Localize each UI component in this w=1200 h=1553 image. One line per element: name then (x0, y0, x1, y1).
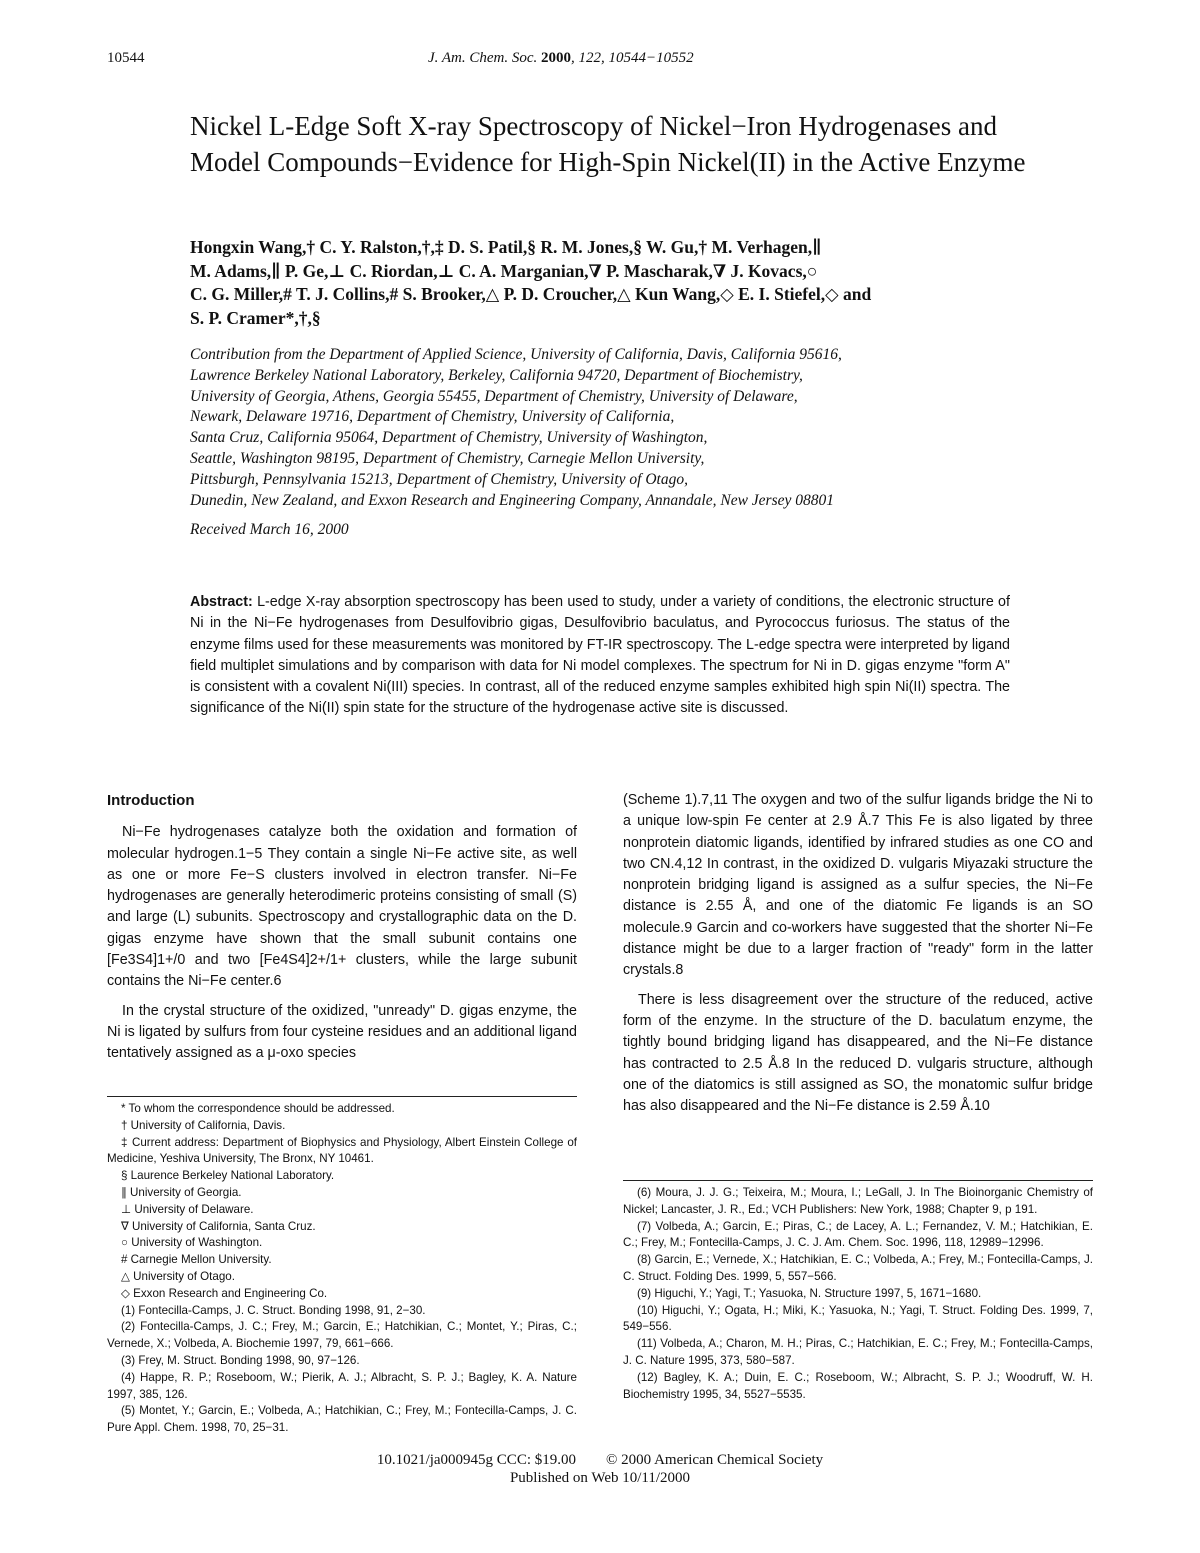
body-column-left (107, 792, 577, 1065)
footnote: † University of California, Davis. (121, 1118, 286, 1132)
paragraph: In the crystal structure of the oxidized, "unready" D. gigas enzyme, the Ni is ligated by sulfurs from four cysteine residues and an additional ligand tentatively assigned as a μ-oxo species (107, 1002, 577, 1062)
affiliation-line: Santa Cruz, California 95064, Department of Chemistry, University of Washington, (190, 429, 708, 447)
affiliations (190, 345, 1050, 511)
reference: (1) Fontecilla-Camps, J. C. Struct. Bonding 1998, 91, 2−30. (121, 1303, 426, 1317)
author-line-3: C. G. Miller,# T. J. Collins,# S. Brooker,△ P. D. Croucher,△ Kun Wang,◇ E. I. Stiefel,◇ and (190, 284, 872, 304)
affiliation-line: University of Georgia, Athens, Georgia 55455, Department of Chemistry, University of Delaware, (190, 387, 798, 405)
body-column-right (623, 790, 1093, 1117)
footnote: # Carnegie Mellon University. (121, 1253, 272, 1267)
reference: (4) Happe, R. P.; Roseboom, W.; Pierik, A. J.; Albracht, S. P. J.; Bagley, K. A. Nature 1997, 385, 126. (107, 1370, 577, 1401)
paragraph: Ni−Fe hydrogenases catalyze both the oxidation and formation of molecular hydrogen.1−5 They contain a single Ni−Fe active site, as well as one or more Fe−S clusters involved in electron transfer. Ni−Fe hydrogenases are generally heterodimeric proteins consisting of small (S) and large (L) subunits. Spectroscopy and crystallographic data on the D. gigas enzyme have shown that the small subunit contains one [Fe3S4]1+/0 and two [Fe4S4]2+/1+ clusters, while the large subunit contains the Ni−Fe center.6 (107, 824, 577, 990)
copyright: © 2000 American Chemical Society (606, 1452, 824, 1468)
author-line-1: Hongxin Wang,† C. Y. Ralston,†,‡ D. S. Patil,§ R. M. Jones,§ W. Gu,† M. Verhagen,∥ (190, 237, 822, 257)
paragraph: (Scheme 1).7,11 The oxygen and two of the sulfur ligands bridge the Ni to a unique low-spin Fe center at 2.9 Å.7 This Fe is also ligated by three nonprotein diatomic ligands, identified by infrared studies as one CO and two CN.4,12 In contrast, in the oxidized D. vulgaris Miyazaki structure the nonprotein bridging ligand is assigned as a sulfur species, the Ni−Fe distance is 2.55 Å, and one of the diatomic Fe ligands is an SO molecule.9 Garcin and co-workers have suggested that the shorter Ni−Fe distance might be due to a larger fraction of "ready" form in the latter crystals.8 (623, 792, 1093, 979)
author-line-2: M. Adams,∥ P. Ge,⊥ C. Riordan,⊥ C. A. Marganian,∇ P. Mascharak,∇ J. Kovacs,○ (190, 260, 818, 281)
abstract-text: L-edge X-ray absorption spectroscopy has been used to study, under a variety of conditions, the electronic structure of Ni in the Ni−Fe hydrogenases from Desulfovibrio gigas, Desulfovibrio baculatus, and Pyrococcus furiosus. The status of the enzyme films used for these measurements was monitored by FT-IR spectroscopy. The L-edge spectra were interpreted by ligand field multiplet simulations and by comparison with data for Ni model complexes. The spectrum for Ni in D. gigas enzyme "form A" is consistent with a covalent Ni(III) species. In contrast, all of the reduced enzyme samples exhibited high spin Ni(II) spectra. The significance of the Ni(II) spin state for the structure of the hydrogenase active site is discussed. (190, 594, 1010, 717)
doi-price: 10.1021/ja000945g CCC: $19.00 (376, 1452, 576, 1468)
reference: (6) Moura, J. J. G.; Teixeira, M.; Moura, I.; LeGall, J. In The Bioinorganic Chemistry of Nickel; Lancaster, J. R., Ed.; VCH Publishers: New York, 1988; Chapter 9, p 191. (623, 1186, 1093, 1216)
affiliation-line: Contribution from the Department of Applied Science, University of California, Davis, California 95616, (190, 346, 842, 363)
journal-name: J. Am. Chem. Soc. (428, 50, 538, 66)
reference: (10) Higuchi, Y.; Ogata, H.; Miki, K.; Yasuoka, N.; Yagi, T. Struct. Folding Des. 1999, 7, 549−556. (623, 1303, 1093, 1334)
article-title: Nickel L-Edge Soft X-ray Spectroscopy of Nickel−Iron Hydrogenases and Model Compounds−Evidence for High-Spin Nickel(II) in the Active Enzyme (190, 111, 1026, 177)
abstract (190, 592, 1010, 720)
journal-citation (428, 50, 694, 67)
affiliation-line: Pittsburgh, Pennsylvania 15213, Department of Chemistry, University of Otago, (190, 470, 688, 488)
author-list (190, 236, 1050, 330)
footnote: △ University of Otago. (121, 1269, 235, 1283)
footnote: ∥ University of Georgia. (121, 1185, 242, 1199)
footnote: ◇ Exxon Research and Engineering Co. (121, 1286, 328, 1300)
journal-year: 2000 (541, 50, 572, 66)
footnote: § Laurence Berkeley National Laboratory. (121, 1169, 335, 1183)
abstract-label: Abstract: (190, 594, 253, 610)
reference: (5) Montet, Y.; Garcin, E.; Volbeda, A.; Hatchikian, C.; Frey, M.; Fontecilla-Camps, J. C. Pure Appl. Chem. 1998, 70, 25−31. (107, 1404, 577, 1435)
footnote: ∇ University of California, Santa Cruz. (121, 1219, 316, 1233)
footnotes-right (623, 1185, 1093, 1403)
paragraph: There is less disagreement over the structure of the reduced, active form of the enzyme. In the structure of the D. baculatum enzyme, the tightly bound bridging ligand has disappeared, and the Ni−Fe distance has contracted to 2.5 Å.8 In the reduced D. vulgaris structure, although one of the diatomics is still assigned as SO, the monatomic sulfur bridge has also disappeared and the Ni−Fe distance is 2.59 Å.10 (623, 991, 1093, 1115)
journal-volume-pages: , 122, 10544−10552 (571, 50, 694, 66)
affiliation-line: Dunedin, New Zealand, and Exxon Research and Engineering Company, Annandale, New Jersey 08801 (190, 491, 835, 509)
section-heading-introduction: Introduction (107, 792, 195, 809)
published-date: Published on Web 10/11/2000 (509, 1470, 691, 1486)
page-footer (0, 1451, 1200, 1487)
reference: (3) Frey, M. Struct. Bonding 1998, 90, 97−126. (121, 1353, 360, 1367)
footnote: * To whom the correspondence should be addressed. (121, 1102, 395, 1115)
footnotes-left (107, 1101, 577, 1437)
footnote-divider (107, 1096, 577, 1097)
affiliation-line: Newark, Delaware 19716, Department of Chemistry, University of California, (190, 408, 675, 426)
footnote: ⊥ University of Delaware. (121, 1202, 254, 1216)
received-date: Received March 16, 2000 (190, 521, 349, 538)
author-line-4: S. P. Cramer*,†,§ (190, 307, 321, 328)
footnote-divider (623, 1180, 1093, 1181)
affiliation-line: Seattle, Washington 98195, Department of Chemistry, Carnegie Mellon University, (190, 449, 705, 467)
footnote: ○ University of Washington. (121, 1236, 263, 1250)
reference: (8) Garcin, E.; Vernede, X.; Hatchikian, E. C.; Volbeda, A.; Frey, M.; Fontecilla-Camps, J. C. Struct. Folding Des. 1999, 5, 557−566. (623, 1253, 1093, 1283)
footnote: ‡ Current address: Department of Biophysics and Physiology, Albert Einstein College of Medicine, Yeshiva University, The Bronx, NY 10461. (107, 1135, 577, 1166)
reference: (7) Volbeda, A.; Garcin, E.; Piras, C.; de Lacey, A. L.; Fernandez, V. M.; Hatchikian, E. C.; Frey, M.; Fontecilla-Camps, J. C. J. Am. Chem. Soc. 1996, 118, 12989−12996. (623, 1219, 1093, 1250)
reference: (12) Bagley, K. A.; Duin, E. C.; Roseboom, W.; Albracht, S. P. J.; Woodruff, W. H. Biochemistry 1995, 34, 5527−5535. (623, 1370, 1093, 1401)
affiliation-line: Lawrence Berkeley National Laboratory, Berkeley, California 94720, Department of Biochemistry, (190, 366, 803, 384)
reference: (9) Higuchi, Y.; Yagi, T.; Yasuoka, N. Structure 1997, 5, 1671−1680. (637, 1286, 982, 1300)
reference: (2) Fontecilla-Camps, J. C.; Frey, M.; Garcin, E.; Hatchikian, C.; Montet, Y.; Piras, C.; Vernede, X.; Volbeda, A. Biochemie 1997, 79, 661−666. (107, 1320, 577, 1351)
page-number: 10544 (107, 50, 145, 66)
reference: (11) Volbeda, A.; Charon, M. H.; Piras, C.; Hatchikian, E. C.; Frey, M.; Fontecilla-Camps, J. C. Nature 1995, 373, 580−587. (623, 1337, 1093, 1367)
